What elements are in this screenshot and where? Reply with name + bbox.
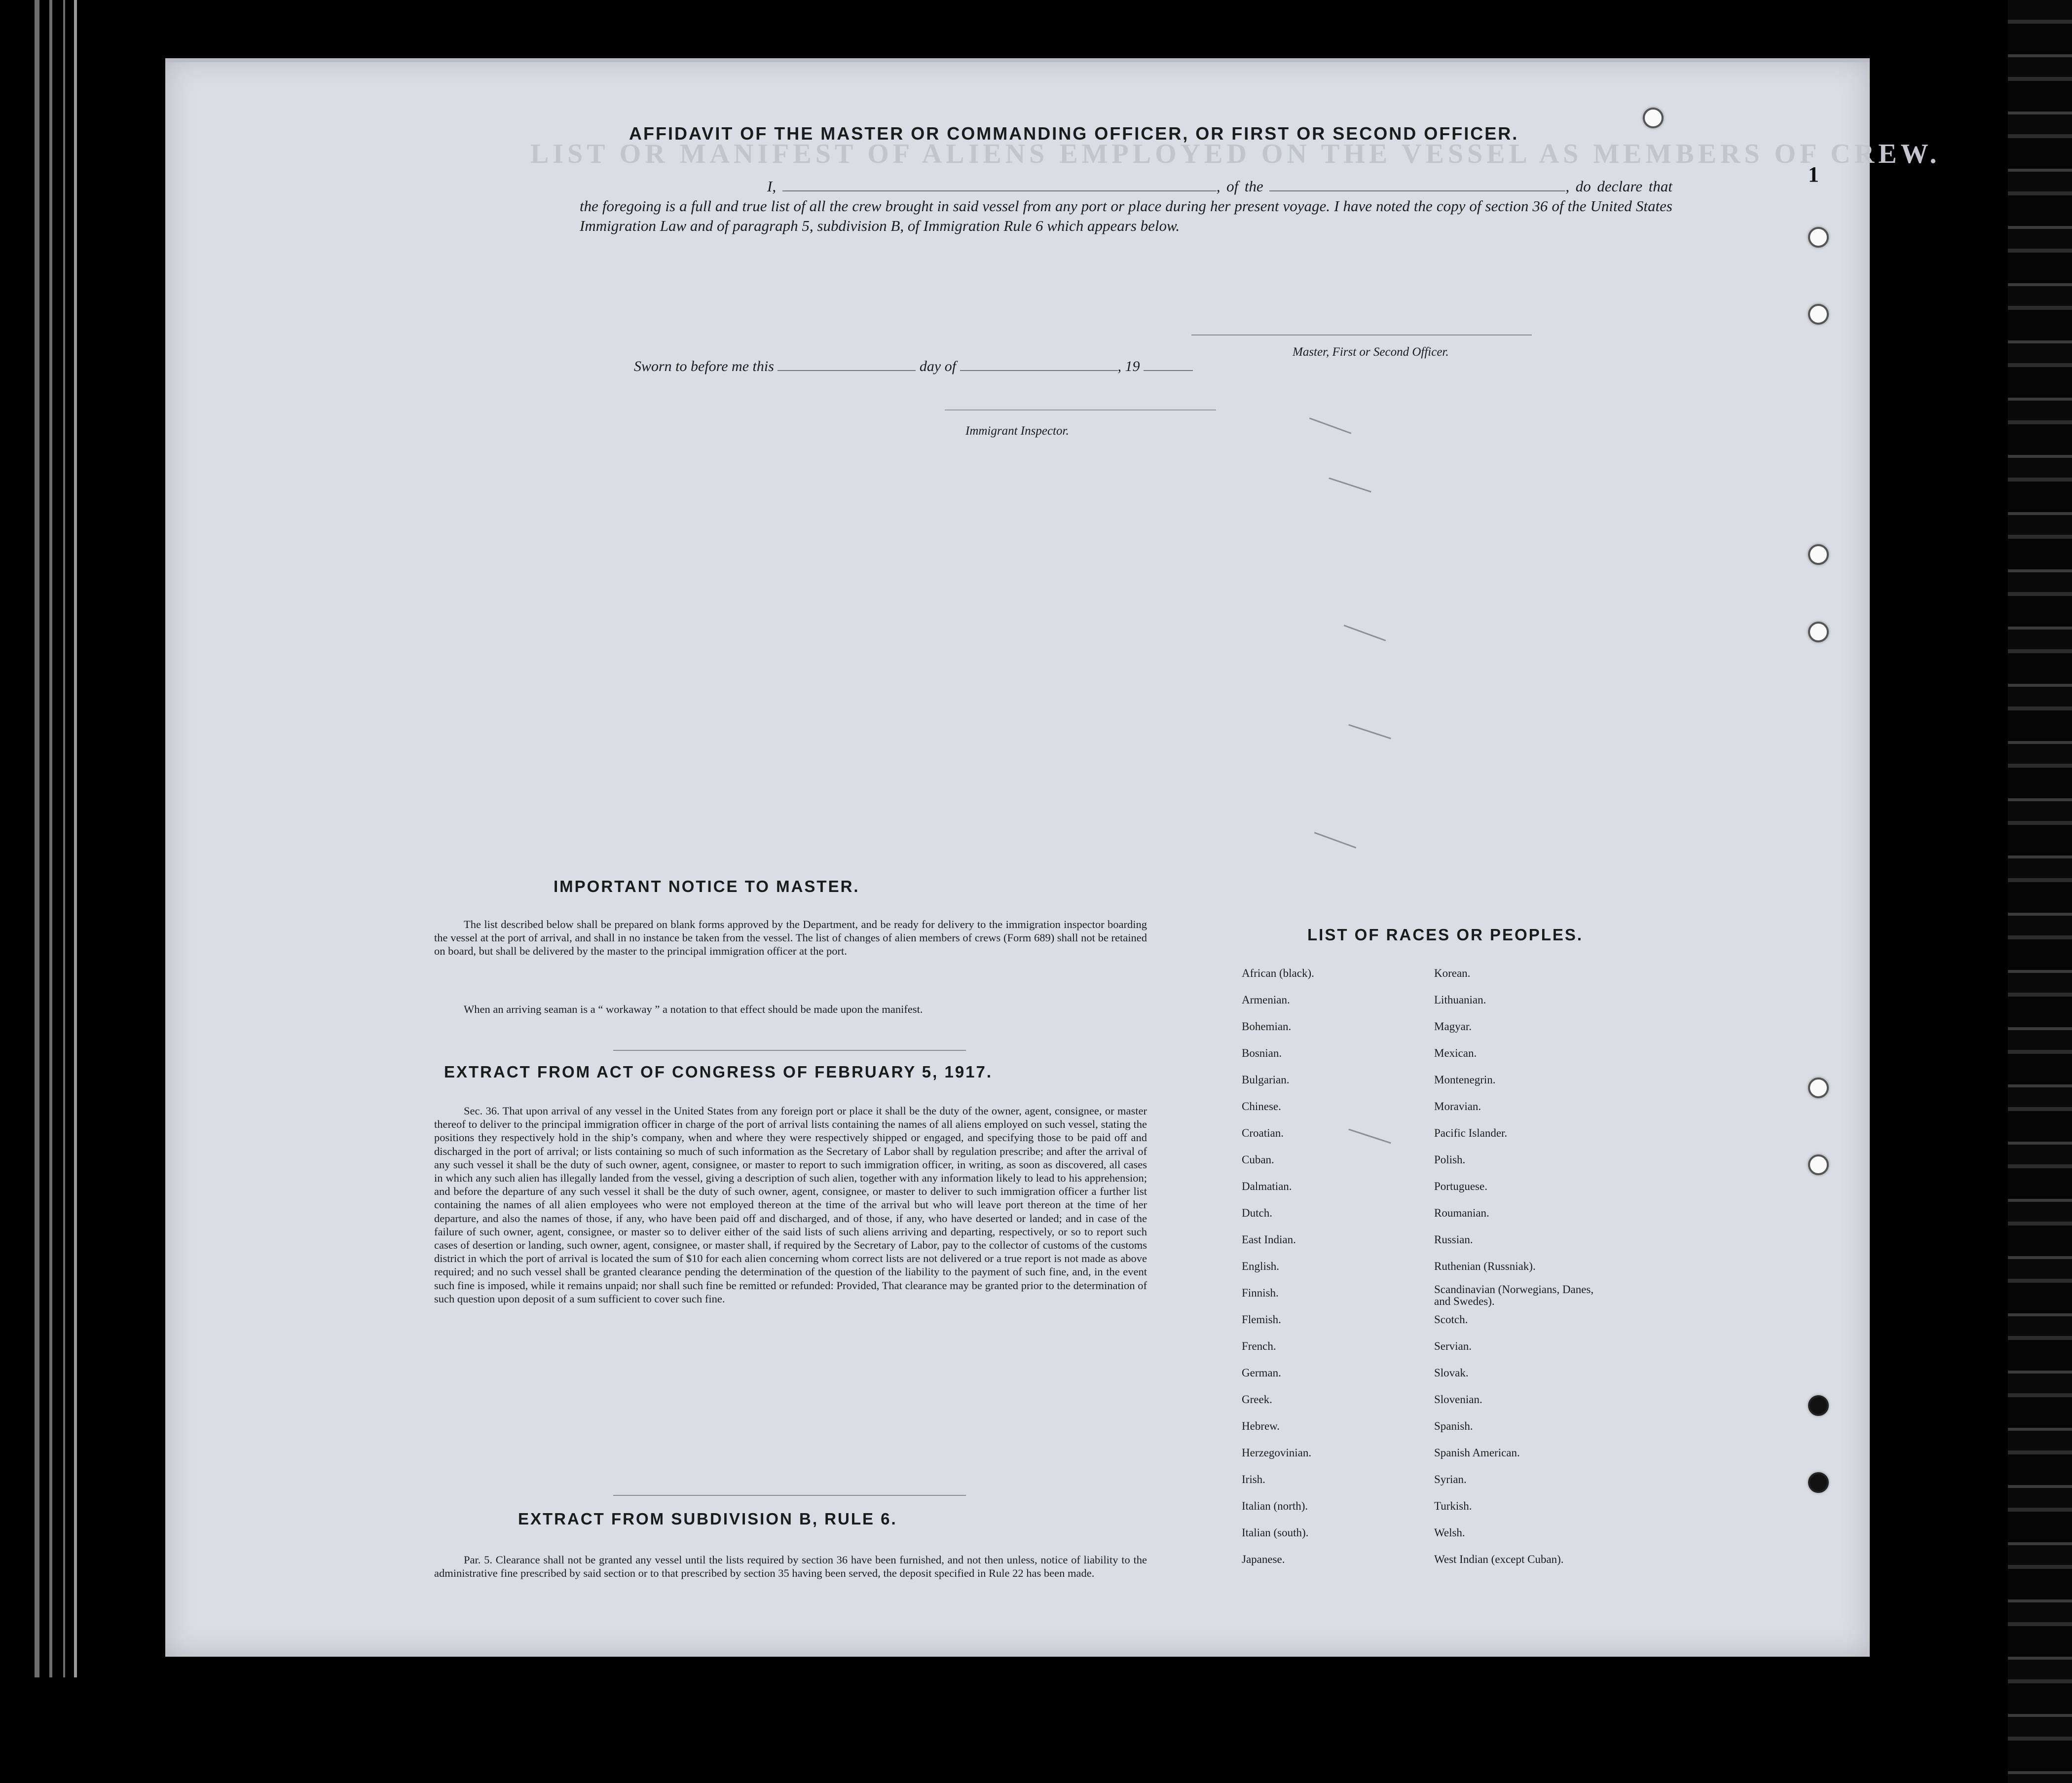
sworn-day-label: day of	[919, 358, 957, 374]
act-paragraph	[434, 1104, 1147, 1305]
race-item: Portuguese.	[1434, 1180, 1487, 1192]
binder-hole	[1808, 544, 1829, 565]
binder-hole	[1643, 108, 1664, 128]
affidavit-body: that the foregoing is a full and true list of all the crew brought in said vessel from any port or place during her present voyage. I have noted the copy of section 36 of the United States Immigration Law and of paragraph 5, subdivision B, of Immigration Rule 6 which appears below.	[580, 178, 1672, 234]
race-item: Scandinavian (Norwegians, Danes, and Swedes).	[1434, 1283, 1594, 1307]
manifest-page	[165, 58, 1941, 1657]
film-line	[74, 0, 77, 1677]
act-title: EXTRACT FROM ACT OF CONGRESS OF FEBRUARY 5, 1917.	[444, 1063, 993, 1081]
race-item: Greek.	[1242, 1393, 1272, 1406]
bleed-through-mark	[1348, 1129, 1391, 1144]
film-line	[49, 0, 52, 1677]
binder-hole	[1808, 304, 1829, 325]
race-item: Mexican.	[1434, 1047, 1477, 1059]
binder-hole	[1808, 1077, 1829, 1098]
race-item: Magyar.	[1434, 1020, 1472, 1033]
races-title: LIST OF RACES OR PEOPLES.	[1307, 926, 1584, 944]
act-text: Sec. 36. That upon arrival of any vessel in the United States from any foreign port or place it shall be the duty of the owner, agent, consignee, or master thereof to deliver to the principal immigration officer in charge of the port of arrival lists containing the names of all aliens employed on such vessel, stating the positions they respectively hold in the ship’s company, when and where they were respectively shipped or engaged, and specifying those to be paid off and discharged in the port of arrival; or lists containing so much of such information as the Secretary of Labor shall by regulation prescribe; and after the arrival of any such vessel it shall be the duty of such owner, agent, consignee, or master to report to such immigration officer, in writing, as soon as discovered, all cases in which any such alien has illegally landed from the vessel, giving a description of such alien, together with any information likely to lead to his apprehension; and before the departure of any such vessel it shall be the duty of such owner, agent, consignee, or master to deliver to such immigration officer a further list containing the names of all alien employees who were not employed thereon at the time of the arrival but who will leave port thereon at the time of her departure, and also the names of those, if any, who have been paid off and discharged, and of those, if any, who have deserted or landed; and in case of the failure of such owner, agent, consignee, or master so to deliver either of the said lists of such aliens arriving and departing, respectively, or so to report such cases of desertion or landing, such owner, agent, consignee, or master shall, if required by the Secretary of Labor, pay to the collector of customs of the customs district in which the port of arrival is located the sum of $10 for each alien concerning whom correct lists are not delivered or a true report is not made as above required; and no such vessel shall be granted clearance pending the determination of the question of the liability to the payment of such fine, and, in the event such fine is imposed, while it remains unpaid; nor shall such fine be remitted or refunded: Provided, That clearance may be granted prior to the determination of such question upon deposit of a sum sufficient to cover such fine.	[434, 1105, 1147, 1305]
race-item: Slovenian.	[1434, 1393, 1482, 1406]
race-item: Lithuanian.	[1434, 994, 1486, 1006]
sworn-year: , 19	[1117, 358, 1140, 374]
race-item: Polish.	[1434, 1153, 1466, 1166]
race-item: Bosnian.	[1242, 1047, 1282, 1059]
race-item: Russian.	[1434, 1233, 1473, 1246]
binder-hole	[1808, 227, 1829, 248]
race-item: Croatian.	[1242, 1127, 1284, 1139]
signature-label: Master, First or Second Officer.	[1293, 345, 1449, 359]
bleed-through-mark	[1348, 724, 1391, 740]
race-item: Ruthenian (Russniak).	[1434, 1260, 1536, 1272]
race-item: West Indian (except Cuban).	[1434, 1553, 1564, 1565]
bleed-through-mark	[1329, 478, 1371, 493]
race-item: Flemish.	[1242, 1313, 1281, 1326]
rule-text: Par. 5. Clearance shall not be granted any vessel until the lists required by section 36 have been furnished, and not then unless, notice of liability to the administrative fine prescribed by said section or to that prescribed by section 35 having been served, the deposit specified in Rule 22 has been made.	[434, 1554, 1147, 1580]
race-item: African (black).	[1242, 967, 1314, 979]
inspector-signature-line[interactable]	[945, 409, 1216, 410]
rule-title: EXTRACT FROM SUBDIVISION B, RULE 6.	[518, 1510, 897, 1528]
page-number: 1	[1808, 162, 1819, 186]
sworn-month-blank[interactable]	[960, 359, 1118, 371]
race-item: Roumanian.	[1434, 1207, 1489, 1219]
race-item: Bohemian.	[1242, 1020, 1292, 1033]
race-item: East Indian.	[1242, 1233, 1296, 1246]
bleed-through-mark	[1309, 417, 1352, 434]
race-item: Montenegrin.	[1434, 1074, 1496, 1086]
sworn-year-blank[interactable]	[1144, 359, 1193, 371]
race-item: Spanish American.	[1434, 1447, 1520, 1459]
race-item: Pacific Islander.	[1434, 1127, 1508, 1139]
affidavit-declaration	[580, 177, 1672, 236]
race-item: English.	[1242, 1260, 1280, 1272]
race-item: Dalmatian.	[1242, 1180, 1292, 1192]
race-item: Chinese.	[1242, 1100, 1281, 1113]
race-item: Moravian.	[1434, 1100, 1481, 1113]
race-item: Syrian.	[1434, 1473, 1467, 1486]
inspector-label: Immigrant Inspector.	[965, 424, 1069, 438]
vessel-blank[interactable]	[1269, 180, 1565, 191]
race-item: Korean.	[1434, 967, 1471, 979]
rule-paragraph	[434, 1553, 1147, 1580]
race-item: Herzegovinian.	[1242, 1447, 1312, 1459]
race-item: Hebrew.	[1242, 1420, 1280, 1432]
binder-hole	[1808, 1154, 1829, 1175]
bleed-through-mark	[1344, 625, 1386, 641]
race-item: French.	[1242, 1340, 1276, 1352]
race-item: Turkish.	[1434, 1500, 1472, 1512]
race-item: Servian.	[1434, 1340, 1472, 1352]
race-item: Finnish.	[1242, 1287, 1279, 1299]
sworn-day-blank[interactable]	[777, 359, 916, 371]
race-item: Cuban.	[1242, 1153, 1274, 1166]
race-item: Dutch.	[1242, 1207, 1272, 1219]
race-item: Scotch.	[1434, 1313, 1468, 1326]
bleed-through-text: LIST OR MANIFEST OF ALIENS EMPLOYED ON THE VESSEL AS MEMBERS OF CREW.	[530, 139, 1941, 169]
affidavit-title: AFFIDAVIT OF THE MASTER OR COMMANDING OFFICER, OR FIRST OR SECOND OFFICER.	[629, 123, 1519, 144]
signature-line[interactable]	[1191, 334, 1532, 335]
race-item: Irish.	[1242, 1473, 1265, 1486]
race-item: Bulgarian.	[1242, 1074, 1290, 1086]
film-line	[35, 0, 39, 1677]
race-item: Italian (south).	[1242, 1526, 1309, 1539]
binder-hole	[1808, 622, 1829, 642]
binder-hole	[1808, 1472, 1829, 1493]
binder-hole	[1808, 1395, 1829, 1416]
bleed-through-mark	[1314, 832, 1357, 849]
race-item: Japanese.	[1242, 1553, 1285, 1565]
film-edge	[20, 0, 109, 1783]
page-edge	[165, 58, 1870, 62]
notice-text: The list described below shall be prepared on blank forms approved by the Department, and be ready for delivery to the immigration inspector boarding the vessel at the port of arrival, and shall in no instance be taken from the vessel. The list of changes of alien members of crews (Form 689) shall not be retained on board, but shall be delivered by the master to the principal immigration officer at the port.	[434, 918, 1147, 958]
divider	[613, 1495, 966, 1496]
race-item: Slovak.	[1434, 1367, 1469, 1379]
notice-paragraph	[434, 918, 1147, 958]
notice-paragraph	[434, 1003, 1147, 1016]
name-blank[interactable]	[782, 180, 1217, 191]
affidavit-i: I,	[767, 178, 777, 195]
race-item: Welsh.	[1434, 1526, 1465, 1539]
notice-title: IMPORTANT NOTICE TO MASTER.	[554, 877, 860, 895]
race-item: German.	[1242, 1367, 1281, 1379]
affidavit-of-the: , of the	[1216, 178, 1263, 195]
race-item: Armenian.	[1242, 994, 1290, 1006]
film-line	[63, 0, 65, 1677]
film-edge-right	[2008, 0, 2072, 1783]
sworn-prefix: Sworn to before me this	[634, 358, 774, 374]
notice-text: When an arriving seaman is a “ workaway ” a notation to that effect should be made upon the manifest.	[464, 1003, 923, 1015]
divider	[613, 1050, 966, 1051]
affidavit-do-declare: , do declare	[1565, 178, 1643, 195]
race-item: Spanish.	[1434, 1420, 1473, 1432]
race-item: Italian (north).	[1242, 1500, 1308, 1512]
sworn-statement	[634, 358, 1193, 375]
